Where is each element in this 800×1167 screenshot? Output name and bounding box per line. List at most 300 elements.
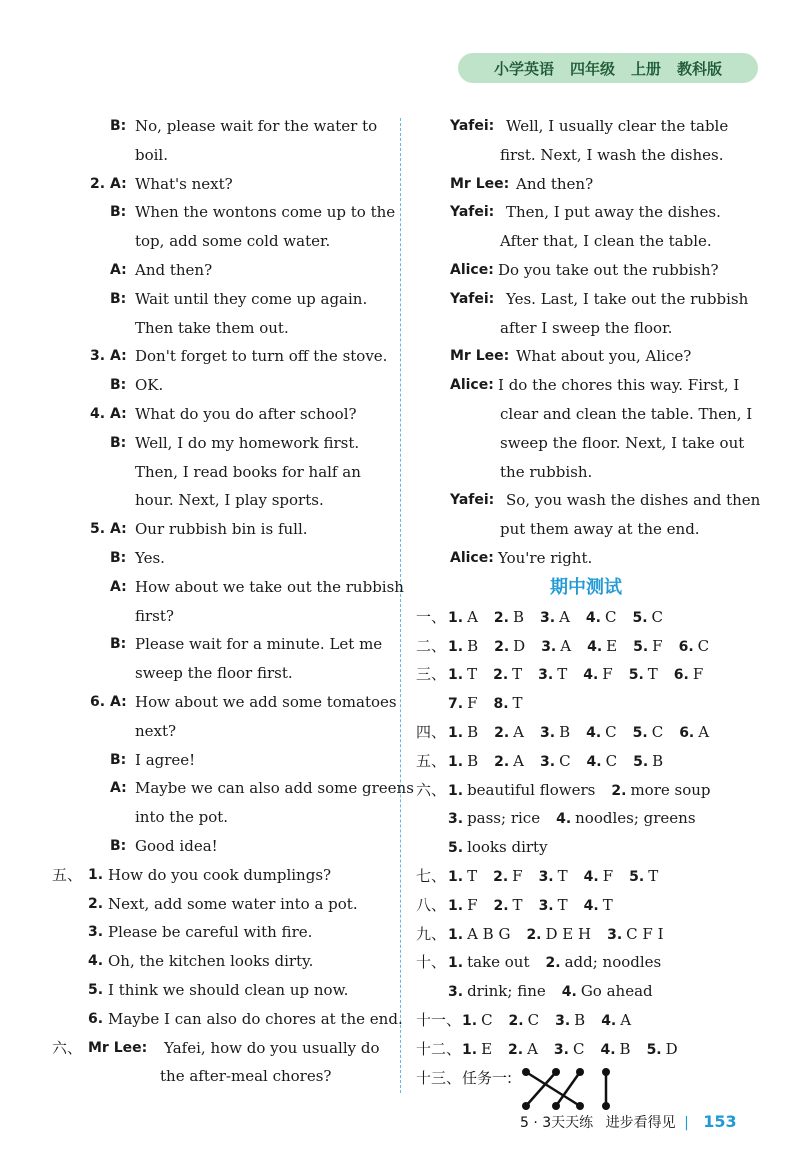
- dialogue-text: Then, I read books for half an: [135, 462, 361, 481]
- answer-number: 2.: [526, 926, 542, 943]
- answer-item: [494, 747, 524, 777]
- speaker-label: B:: [110, 290, 127, 307]
- left-column: [52, 112, 414, 1091]
- answer-value: B: [467, 636, 479, 655]
- matching-dot: [522, 1102, 530, 1110]
- dialogue-text: Well, I usually clear the table: [506, 117, 729, 135]
- answer-item: [509, 1006, 540, 1036]
- answer-row: [416, 804, 756, 833]
- answer-number: 5.: [632, 724, 648, 741]
- dialogue-text: When the wontons come up to the: [135, 203, 396, 222]
- answer-value: A: [559, 607, 570, 626]
- answer-number: 5.: [633, 638, 649, 655]
- matching-dot: [602, 1102, 610, 1110]
- answer-value: F: [692, 665, 704, 684]
- answer-number: 5.: [633, 753, 649, 770]
- answer-item: [554, 1035, 585, 1065]
- answer-item: [448, 862, 477, 892]
- answer-row: [416, 891, 756, 920]
- answer-list: [448, 747, 679, 777]
- answer-item: [607, 920, 663, 950]
- answer-number: 4.: [561, 984, 577, 1001]
- answer-number: 3.: [448, 811, 464, 828]
- answer-number: 2.: [508, 1012, 524, 1029]
- answer-value: T: [512, 895, 523, 914]
- question-number: 5.: [90, 521, 106, 538]
- answer-list: [448, 833, 564, 863]
- answer-value: drink; fine: [467, 982, 546, 1001]
- answer-value: A: [620, 1010, 632, 1029]
- answer-list: [448, 920, 680, 950]
- answer-list: [448, 603, 679, 633]
- answer-list: [448, 632, 725, 662]
- answer-value: T: [512, 665, 523, 684]
- section13-row: [416, 1064, 756, 1093]
- book-header-bar: [458, 53, 758, 83]
- answer-list: [448, 689, 539, 719]
- dialogue-text: top, add some cold water.: [135, 232, 331, 251]
- item-text: I think we should clean up now.: [108, 980, 349, 999]
- answer-row: [416, 948, 756, 977]
- answer-value: D E H: [545, 924, 592, 943]
- answer-value: F: [602, 866, 614, 885]
- answer-section-label: 十二、: [416, 1039, 462, 1058]
- answer-item: [555, 1006, 585, 1036]
- answer-value: B: [652, 751, 664, 770]
- answer-number: 1.: [448, 609, 464, 626]
- answer-item: [448, 977, 546, 1007]
- answer-value: take out: [467, 953, 530, 972]
- answer-item: [679, 632, 710, 662]
- answer-value: C: [605, 751, 618, 770]
- speaker-label: A:: [110, 348, 127, 365]
- dialogue-line: [416, 371, 756, 400]
- answer-row: [416, 920, 756, 949]
- answer-item: [494, 718, 524, 748]
- dialogue-text: Yafei, how do you usually do: [164, 1038, 380, 1057]
- answer-value: F: [512, 866, 523, 885]
- answer-value: A: [527, 1039, 538, 1058]
- dialogue-text: I do the chores this way. First, I: [498, 376, 740, 395]
- dialogue-text: boil.: [135, 145, 168, 164]
- dialogue-line: [52, 659, 392, 688]
- dialogue-line: [416, 314, 756, 343]
- answer-value: C: [559, 751, 571, 770]
- answer-item: [629, 660, 658, 690]
- answer-item: [587, 747, 618, 777]
- section5-label: 五、: [52, 865, 83, 884]
- answer-number: 1.: [448, 638, 464, 655]
- matching-dot: [522, 1068, 530, 1076]
- section13-task: 任务一:: [462, 1068, 513, 1087]
- answer-value: noodles; greens: [575, 809, 696, 828]
- answer-value: E: [481, 1039, 493, 1058]
- answer-value: T: [512, 694, 523, 713]
- answer-value: C: [651, 722, 664, 741]
- answer-number: 3.: [541, 638, 557, 655]
- speaker-label: A:: [110, 780, 127, 797]
- section5-item: [52, 890, 392, 919]
- answer-number: 3.: [553, 1041, 569, 1058]
- answer-number: 1.: [448, 724, 464, 741]
- answer-value: T: [648, 866, 659, 885]
- answer-item: [632, 603, 663, 633]
- answer-item: [586, 603, 617, 633]
- item-text: Oh, the kitchen looks dirty.: [108, 952, 314, 971]
- dialogue-text: Don't forget to turn off the stove.: [135, 347, 388, 366]
- answer-value: A: [560, 636, 572, 655]
- answer-value: C: [527, 1010, 540, 1029]
- answer-value: Go ahead: [580, 982, 653, 1001]
- dialogue-text: Yes.: [135, 548, 165, 567]
- dialogue-line: [416, 458, 756, 487]
- dialogue-line: [52, 198, 396, 227]
- answer-item: [538, 660, 567, 690]
- answer-item: [494, 632, 525, 662]
- answer-number: 4.: [583, 667, 599, 684]
- answer-item: [448, 718, 478, 748]
- speaker-label: B:: [110, 549, 127, 566]
- answer-item: [539, 862, 568, 892]
- speaker-label: A:: [110, 175, 127, 192]
- dialogue-line: [52, 256, 392, 285]
- dialogue-text: next?: [135, 721, 177, 740]
- answer-number: 2.: [493, 667, 509, 684]
- answer-value: A B G: [467, 924, 511, 943]
- answer-item: [583, 660, 612, 690]
- dialogue-line: [52, 515, 392, 544]
- dialogue-text: Do you take out the rubbish?: [498, 260, 719, 279]
- dialogue-text: the rubbish.: [500, 462, 593, 481]
- answer-item: [633, 632, 662, 662]
- answer-number: 5.: [628, 667, 644, 684]
- answer-item: [540, 603, 570, 633]
- dialogue-text: Well, I do my homework first.: [135, 433, 360, 452]
- answer-number: 1.: [462, 1041, 478, 1058]
- answer-value: A: [513, 722, 524, 741]
- answer-item: [448, 747, 478, 777]
- right-column: [416, 112, 761, 1092]
- answer-value: B: [467, 722, 479, 741]
- answer-number: 1.: [448, 897, 464, 914]
- answer-section-label: 五、: [416, 751, 447, 770]
- answer-list: [448, 948, 677, 978]
- dialogue-text: clear and clean the table. Then, I: [500, 404, 753, 423]
- footer-slogan: 进步看得见: [605, 1115, 676, 1131]
- answer-value: C: [604, 607, 617, 626]
- answer-item: [448, 776, 595, 806]
- answer-item: [647, 1035, 678, 1065]
- dialogue-text: You're right.: [498, 548, 593, 567]
- item-text: Next, add some water into a pot.: [108, 894, 358, 913]
- answer-item: [601, 1006, 631, 1036]
- answer-row: [416, 1006, 756, 1035]
- answer-number: 6.: [679, 724, 695, 741]
- answer-value: add; noodles: [564, 953, 662, 972]
- speaker-label: Mr Lee:: [88, 1039, 148, 1056]
- answer-value: T: [467, 866, 478, 885]
- answer-item: [600, 1035, 630, 1065]
- answer-list: [448, 977, 669, 1007]
- dialogue-line: [52, 688, 397, 717]
- page-footer: [520, 1112, 737, 1132]
- answer-number: 5.: [632, 609, 648, 626]
- answer-item: [541, 632, 571, 662]
- answer-item: [493, 891, 522, 921]
- answer-number: 4.: [601, 1012, 617, 1029]
- item-number: 3.: [88, 924, 104, 941]
- dialogue-line: [52, 400, 392, 429]
- answer-number: 4.: [585, 609, 601, 626]
- answer-section-label: 四、: [416, 722, 447, 741]
- dialogue-line: [52, 774, 414, 803]
- answer-list: [448, 718, 725, 748]
- answer-row: [416, 776, 756, 805]
- speaker-label: B:: [110, 204, 127, 221]
- answer-section-label: 十一、: [416, 1010, 462, 1029]
- answer-number: 1.: [448, 955, 464, 972]
- matching-dot: [576, 1068, 584, 1076]
- answer-number: 4.: [583, 897, 599, 914]
- answer-number: 1.: [448, 753, 464, 770]
- answer-item: [546, 948, 662, 978]
- answer-number: 4.: [583, 868, 599, 885]
- section5-item: [52, 976, 392, 1005]
- dialogue-text: first?: [135, 606, 174, 625]
- answer-item: [448, 920, 510, 950]
- column-divider: [400, 118, 401, 1093]
- section6-line: [52, 1062, 392, 1091]
- dialogue-text: And then?: [135, 260, 213, 279]
- dialogue-text: OK.: [135, 376, 164, 395]
- answer-item: [562, 977, 653, 1007]
- answer-row: [416, 718, 756, 747]
- dialogue-text: What about you, Alice?: [516, 347, 692, 366]
- answer-row: [416, 660, 756, 689]
- answer-row: [416, 689, 756, 718]
- answer-value: T: [557, 665, 568, 684]
- dialogue-text: Then, I put away the dishes.: [506, 203, 721, 222]
- answer-row: [416, 977, 756, 1006]
- dialogue-line: [52, 717, 392, 746]
- speaker-label: B:: [110, 751, 127, 768]
- answer-item: [540, 747, 571, 777]
- answer-item: [629, 862, 658, 892]
- header-grade: 四年级: [569, 59, 615, 78]
- dialogue-line: [416, 198, 756, 227]
- dialogue-line: [52, 746, 392, 775]
- dialogue-text: What do you do after school?: [135, 404, 357, 423]
- dialogue-line: [416, 227, 756, 256]
- dialogue-line: [52, 486, 392, 515]
- answer-item: [611, 776, 710, 806]
- dialogue-line: [416, 112, 756, 141]
- dialogue-text: Then take them out.: [135, 318, 289, 337]
- dialogue-text: first. Next, I wash the dishes.: [500, 145, 724, 164]
- answer-number: 2.: [494, 638, 510, 655]
- header-subject: 小学英语: [493, 59, 554, 78]
- answer-number: 5.: [646, 1041, 662, 1058]
- dialogue-text: Please wait for a minute. Let me: [135, 635, 383, 654]
- dialogue-text: into the pot.: [135, 808, 229, 827]
- answer-value: A: [513, 751, 524, 770]
- dialogue-line: [416, 342, 756, 371]
- dialogue-text: So, you wash the dishes and then: [506, 491, 761, 510]
- answer-number: 8.: [493, 696, 509, 713]
- answer-item: [586, 718, 617, 748]
- answer-value: looks dirty: [467, 838, 548, 857]
- answer-value: F: [652, 636, 663, 655]
- section5-item: [52, 947, 392, 976]
- dialogue-line: [52, 429, 392, 458]
- question-number: 3.: [90, 348, 106, 365]
- section5-item: [52, 861, 392, 890]
- speaker-label: B:: [110, 118, 127, 134]
- item-number: 4.: [88, 953, 104, 970]
- answer-value: C: [572, 1039, 585, 1058]
- dialogue-line: [52, 170, 392, 199]
- question-number: 2.: [90, 175, 106, 192]
- answer-row: [416, 632, 756, 661]
- answer-section-label: 八、: [416, 895, 447, 914]
- matching-diagram: [520, 1066, 610, 1110]
- answer-item: [679, 718, 709, 748]
- answer-item: [448, 833, 548, 863]
- answer-item: [540, 718, 570, 748]
- dialogue-text: Good idea!: [135, 836, 218, 855]
- dialogue-line: [416, 400, 756, 429]
- speaker-label: A:: [110, 405, 127, 422]
- answer-number: 3.: [448, 984, 464, 1001]
- answer-section-label: 一、: [416, 607, 447, 626]
- answer-item: [556, 804, 695, 834]
- speaker-label: Alice:: [450, 549, 494, 566]
- dialogue-line: [52, 112, 392, 141]
- answer-list: [448, 804, 712, 834]
- answer-value: C: [651, 607, 663, 626]
- answer-item: [493, 862, 522, 892]
- answer-item: [633, 747, 663, 777]
- answer-item: [493, 689, 522, 719]
- dialogue-line: [416, 544, 756, 573]
- dialogue-line: [52, 832, 392, 861]
- answer-value: F: [467, 895, 478, 914]
- speaker-label: B:: [110, 377, 127, 394]
- answer-number: 2.: [493, 609, 509, 626]
- item-number: 1.: [88, 866, 104, 883]
- dialogue-line: [52, 141, 392, 170]
- dialogue-line: [52, 544, 392, 573]
- answer-section-label: 十、: [416, 953, 447, 972]
- answer-value: B: [467, 751, 479, 770]
- item-text: Maybe I can also do chores at the end.: [108, 1009, 403, 1028]
- answer-number: 3.: [607, 926, 623, 943]
- dialogue-text: after I sweep the floor.: [500, 318, 673, 337]
- dialogue-text: How about we take out the rubbish: [135, 577, 404, 596]
- dialogue-text: And then?: [516, 174, 594, 193]
- answer-value: A: [698, 722, 710, 741]
- answer-number: 1.: [448, 667, 464, 684]
- answer-item: [448, 804, 540, 834]
- dialogue-line: [416, 515, 756, 544]
- dialogue-line: [52, 602, 392, 631]
- answer-item: [448, 660, 477, 690]
- item-number: 2.: [88, 895, 104, 912]
- dialogue-line: [416, 141, 756, 170]
- answer-number: 4.: [587, 638, 603, 655]
- dialogue-line: [52, 803, 392, 832]
- item-number: 6.: [88, 1010, 104, 1027]
- speaker-label: Alice:: [450, 377, 494, 394]
- answer-list: [448, 862, 674, 892]
- answer-item: [448, 948, 530, 978]
- speaker-label: B:: [110, 636, 127, 653]
- answer-number: 3.: [540, 724, 556, 741]
- answer-value: T: [467, 665, 478, 684]
- answer-value: beautiful flowers: [467, 780, 596, 799]
- dialogue-line: [416, 256, 756, 285]
- answer-number: 2.: [545, 955, 561, 972]
- answer-value: T: [557, 895, 568, 914]
- dialogue-text: Maybe we can also add some greens: [135, 779, 414, 798]
- answer-list: [462, 1006, 647, 1036]
- dialogue-line: [52, 342, 392, 371]
- answer-item: [493, 660, 522, 690]
- dialogue-line: [416, 429, 756, 458]
- dialogue-line: [52, 227, 392, 256]
- header-volume: 上册: [631, 59, 662, 78]
- dialogue-line: [52, 285, 392, 314]
- dialogue-line: [416, 170, 756, 199]
- answer-number: 2.: [611, 782, 627, 799]
- answer-section-label: 六、: [416, 780, 447, 799]
- answer-value: F: [467, 694, 478, 713]
- answer-item: [508, 1035, 538, 1065]
- answer-number: 1.: [448, 782, 464, 799]
- dialogue-text: Yes. Last, I take out the rubbish: [506, 289, 749, 308]
- answer-number: 3.: [540, 753, 556, 770]
- item-text: How do you cook dumplings?: [108, 865, 332, 884]
- answer-number: 4.: [556, 811, 572, 828]
- footer-brand: 5 · 3天天练: [520, 1115, 594, 1131]
- answer-value: pass; rice: [467, 809, 541, 828]
- answer-row: [416, 833, 756, 862]
- answer-number: 6.: [673, 667, 689, 684]
- answer-number: 4.: [586, 724, 602, 741]
- answer-number: 6.: [678, 638, 694, 655]
- speaker-label: Yafei:: [450, 492, 495, 509]
- answer-section-label: 三、: [416, 665, 447, 684]
- answer-number: 3.: [555, 1012, 571, 1029]
- answer-number: 3.: [538, 868, 554, 885]
- answer-row: [416, 747, 756, 776]
- answer-number: 1.: [448, 926, 464, 943]
- matching-dot: [576, 1102, 584, 1110]
- section6-line: [52, 1034, 392, 1063]
- dialogue-text: sweep the floor. Next, I take out: [500, 433, 745, 452]
- answer-item: [448, 632, 478, 662]
- speaker-label: Alice:: [450, 261, 494, 278]
- dialogue-line: [416, 486, 761, 515]
- speaker-label: A:: [110, 261, 127, 278]
- dialogue-text: No, please wait for the water to: [135, 117, 378, 135]
- dialogue-text: hour. Next, I play sports.: [135, 491, 324, 510]
- section13-label: 十三、: [416, 1068, 462, 1087]
- question-number: 4.: [90, 405, 106, 422]
- section6-label: 六、: [52, 1038, 83, 1057]
- dialogue-text: Wait until they come up again.: [135, 289, 368, 308]
- answer-item: [526, 920, 591, 950]
